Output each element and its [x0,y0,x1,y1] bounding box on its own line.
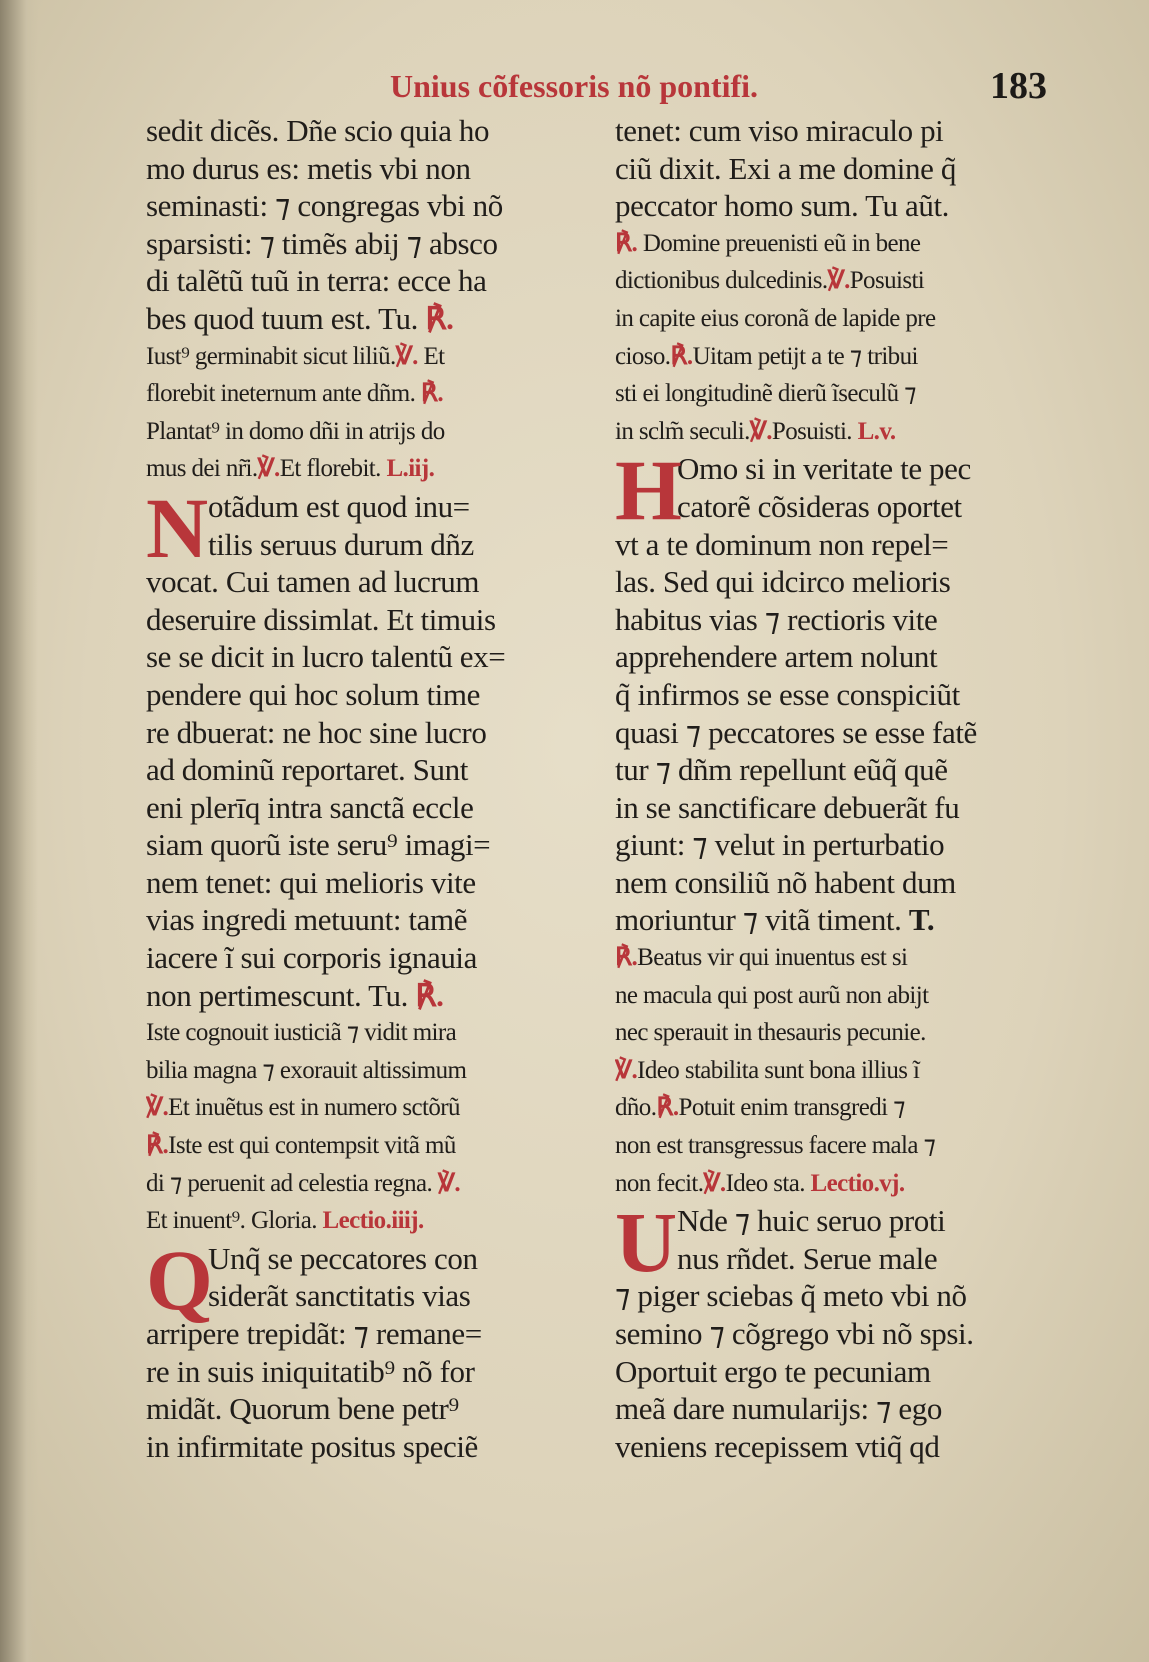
lectio-heading: L.iij. [386,455,435,483]
text-line: giunt: ⁊ velut in perturbatio [615,827,945,863]
responsory-mark: ℟. [615,944,638,972]
text-line: di talẽtũ tuũ in terra: ecce ha [146,263,487,299]
lectio-heading: Lectio.vj. [810,1169,905,1197]
text-line: in se sanctificare debuerãt fu [615,789,960,825]
text-line: vocat. Cui tamen ad lucrum [146,564,480,600]
folio-number: 183 [990,65,1047,107]
initial-block [146,479,608,576]
responsory-mark: ℟. [420,380,444,408]
text-line: seminasti: ⁊ congregas vbi nõ [146,188,503,224]
text-line: se se dicit in lucro talentũ ex= [146,639,506,675]
text-line: ℣.Et inuẽtus est in numero sctõrũ [146,1094,460,1122]
running-title: Unius cõfessoris nõ pontifi. [390,68,759,104]
text-line: tilis seruus durum dñz [208,526,474,562]
text-line: bilia magna ⁊ exorauit altissimum [146,1056,467,1084]
lectio-heading: L.v. [857,417,896,445]
text-line: peccator homo sum. Tu aũt. [615,188,950,224]
text-line: ciũ dixit. Exi a me domine q̃ [615,150,956,186]
responsory-mark: ℟. [415,977,444,1013]
text-line: ne macula qui post aurũ non abijt [615,981,929,1009]
versicle-mark: ℣. [749,417,772,445]
drop-initial: U [615,1194,678,1291]
text-line: Iust⁹ germinabit sicut liliũ.℣. Et [146,342,445,370]
text-line: Unq̃ se peccatores con [208,1240,478,1276]
text-line: sedit dicẽs. Dñe scio quia ho [146,113,490,148]
text-line: q̃ infirmos se esse conspiciũt [615,676,960,712]
responsory-mark: ℟. [146,1132,169,1160]
left-column [146,112,608,1465]
text-line: vt a te dominum non repel= [615,526,949,562]
responsory-mark: ℟. [670,342,693,370]
binding-gutter [0,0,38,1662]
responsory-mark: ℟. [615,229,638,257]
text-line: semino ⁊ cõgrego vbi nõ spsi. [615,1316,974,1351]
text-line: eni plerīq intra sanctã eccle [146,789,474,825]
text-line: ℟.Beatus vir qui inuentus est si [615,944,908,972]
text-line: meã dare numularijs: ⁊ ego [615,1391,942,1427]
versicle-mark: ℣. [437,1169,460,1197]
text-line: siderãt sanctitatis vias [208,1278,471,1314]
text-line: arripere trepidãt: ⁊ remane= [146,1316,482,1351]
text-line: iacere ĩ sui corporis ignauia [146,940,477,976]
text-line: ℟.Iste est qui contempsit vitã mũ [146,1132,456,1160]
text-line: di ⁊ peruenit ad celestia regna. ℣. [146,1169,460,1197]
text-line: tenet: cum viso miraculo pi [615,113,944,148]
text-line: tur ⁊ dñm repellunt eũq̃ quẽ [615,752,948,788]
text-line: cioso.℟.Uitam petijt a te ⁊ tribui [615,342,918,370]
text-line: Nde ⁊ huic seruo proti [677,1203,946,1239]
versicle-mark: ℣. [146,1094,169,1122]
text-line: dño.℟.Potuit enim transgredi ⁊ [615,1094,905,1122]
text-line: Omo si in veritate te pec [677,451,971,487]
text-line: nem consiliũ nõ habent dum [615,864,956,900]
text-line: ⁊ piger sciebas q̃ meto vbi nõ [615,1278,967,1314]
text-line: in capite eius coronã de lapide pre [615,304,936,332]
text-line: non est transgressus facere mala ⁊ [615,1132,936,1160]
drop-initial: Q [146,1231,213,1328]
initial-block [146,1231,608,1328]
text-line: deseruire dissimlat. Et timuis [146,601,496,637]
text-line: ℣.Ideo stabilita sunt bona illius ĩ [615,1056,920,1084]
text-line: nec sperauit in thesauris pecunie. [615,1019,926,1047]
versicle-mark: ℣. [257,455,280,483]
text-line: non fecit.℣.Ideo sta. Lectio.vj. [615,1169,905,1197]
text-line: sparsisti: ⁊ timẽs abij ⁊ absco [146,225,498,261]
right-column [615,112,1085,1465]
text-line: in infirmitate positus speciẽ [146,1428,478,1464]
text-line: Et inuent⁹. Gloria. Lectio.iiij. [146,1207,424,1235]
text-line: midãt. Quorum bene petr⁹ [146,1391,459,1427]
text-line: re dbuerat: ne hoc sine lucro [146,714,487,750]
text-line: sti ei longitudinẽ dierũ ĩseculũ ⁊ [615,380,916,408]
text-line: ad dominũ reportaret. Sunt [146,752,468,788]
text-line: quasi ⁊ peccatores se esse fatẽ [615,714,977,750]
text-line: Iste cognouit iusticiã ⁊ vidit mira [146,1019,457,1047]
text-line: mus dei nr̃i.℣.Et florebit. L.iij. [146,455,435,483]
text-line: veniens recepissem vtiq̃ qd [615,1428,940,1464]
text-line: florebit ineternum ante dñm. ℟. [146,380,444,408]
drop-initial: N [146,479,209,576]
text-line: nem tenet: qui melioris vite [146,864,476,900]
initial-block [615,1194,1085,1291]
tu-autem-mark: T. [908,902,935,938]
text-line: las. Sed qui idcirco melioris [615,564,951,600]
text-line: vias ingredi metuunt: tamẽ [146,902,468,938]
text-line: habitus vias ⁊ rectioris vite [615,601,938,637]
lectio-heading: Lectio.iiij. [322,1207,424,1235]
text-line: moriuntur ⁊ vitã timent. T. [615,902,935,938]
text-line: nus rñdet. Serue male [677,1240,938,1276]
versicle-mark: ℣. [703,1169,726,1197]
text-line: pendere qui hoc solum time [146,676,480,712]
text-line: Plantat⁹ in domo dñi in atrijs do [146,417,445,445]
drop-initial: H [615,442,682,539]
text-line: non pertimescunt. Tu. ℟. [146,977,444,1013]
text-line: apprehendere artem nolunt [615,639,938,675]
responsory-mark: ℟. [656,1094,679,1122]
text-line: bes quod tuum est. Tu. ℟. [146,300,454,336]
text-line: in sclm̃ seculi.℣.Posuisti. L.v. [615,417,896,445]
text-line: mo durus es: metis vbi non [146,150,471,186]
initial-block [615,442,1085,539]
text-line: otãdum est quod inu= [208,488,470,524]
text-line: ℟. Domine preuenisti eũ in bene [615,229,921,257]
text-line: re in suis iniquitatib⁹ nõ for [146,1353,475,1389]
text-line: catorẽ cõsideras oportet [677,488,962,524]
text-line: siam quorũ iste seru⁹ imagi= [146,827,491,863]
versicle-mark: ℣. [827,267,850,295]
versicle-mark: ℣. [395,342,418,370]
versicle-mark: ℣. [615,1056,638,1084]
text-line: Oportuit ergo te pecuniam [615,1353,931,1389]
text-line: dictionibus dulcedinis.℣.Posuisti [615,267,925,295]
responsory-mark: ℟. [425,300,454,336]
